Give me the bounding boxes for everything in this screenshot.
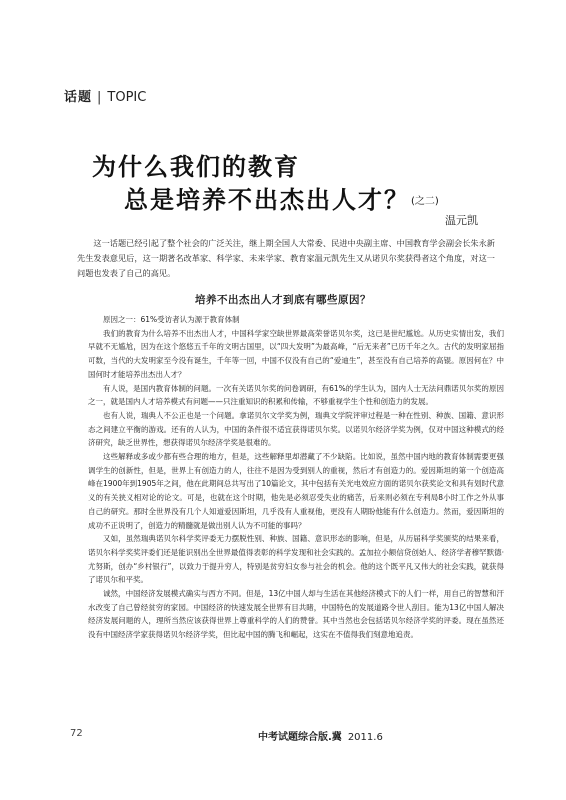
article-intro: 这一话题已经引起了整个社会的广泛关注，继上期全国人大常委、民进中央副主席、中国教育学会副会长朱永新先生发表意见后，这一期著名改革家、科学家、未来学家、教育家温元凯先生又从诺贝尔奖获得者这个角度，对这一问题也发表了自己的高见。 bbox=[77, 238, 495, 278]
body-paragraph: 有人说，是国内教育体制的问题。一次有关诺贝尔奖的问卷调研，有61%的学生认为，国内人士无法问鼎诺贝尔奖的原因之一，就是国内人才培养模式有问题——只注重知识的积累和传输，不够重视学生个性和创造力的发展。 bbox=[88, 383, 504, 407]
page-number: 72 bbox=[70, 728, 83, 739]
body-paragraph: 我们的教育为什么培养不出杰出人才，中国科学家空缺世界最高荣誉诺贝尔奖，这已是世纪尴尬。从历史实情出发，我们早就不无尴尬，因为在这个悠悠五千年的文明古国里，以“四大发明”为最高峰，“后无来者”已历千年之久。古代的发明家屈指可数，当代的大发明家至今没有诞生，千年等一回，中国不仅没有自己的“爱迪生”，甚至没有自己培养的高锟。原因何在？中国何时才能培养出杰出人才？ bbox=[88, 328, 504, 379]
journal-name: 中考试题综合版.冀 bbox=[258, 732, 342, 743]
body-paragraph: 诚然，中国经济发展模式确实与西方不同。但是，13亿中国人却与生活在其他经济模式下的人们一样，用自己的智慧和汗水改变了自己曾经贫穷的家园。中国经济的快速发展全世界有目共睹，中国特色的发展道路令世人刮目。能为13亿中国人解决经济发展问题的人，理所当然应该获得世界上尊重科学的人们的赞誉。其中当然也会包括诺贝尔经济学奖的评委。现在虽然还没有中国经济学家获得诺贝尔经济学奖，但比起中国的腾飞和崛起，这实在不值得我们刻意地追责。 bbox=[88, 589, 504, 640]
subsection-lead: 原因之一：61%受访者认为源于教育体制 bbox=[103, 315, 240, 324]
topic-label: 话题 bbox=[64, 90, 93, 105]
article-title-line1: 为什么我们的教育 bbox=[92, 153, 300, 181]
article-body bbox=[88, 313, 504, 642]
journal-footer bbox=[258, 728, 383, 743]
body-paragraph: 这些解释或多或少都有些合理的地方，但是，这些解释里却潜藏了不少缺陷。比如说，虽然中国内地的教育体制需要更强调学生的创新性，但是，世界上有创造力的人，往往不是因为受到别人的重视，然后才有创造力的。爱因斯坦的第一个创造高峰在1900年到1905年之间，他在此期间总共写出了10篇论文，其中包括有关光电效应方面的诺贝尔获奖论文和具有划时代意义的有关狭义相对论的论文。可是，也就在这个时期，他先是必须忍受失业的痛苦，后来则必须在专利局8小时工作之外从事自己的研究。那时全世界没有几个人知道爱因斯坦，几乎没有人重视他，更没有人期盼他能有什么创造力。然而，爱因斯坦的成功不正说明了，创造力的精髓就是做出别人认为不可能的事吗？ bbox=[88, 452, 504, 530]
article-title-suffix: (之二) bbox=[411, 196, 439, 207]
section-heading: 培养不出杰出人才到底有哪些原因？ bbox=[195, 294, 371, 306]
article-title-line2 bbox=[124, 180, 439, 215]
article-title-line2-text: 总是培养不出杰出人才？ bbox=[124, 186, 410, 214]
issue-date: 2011.6 bbox=[347, 732, 383, 743]
topic-label-en: TOPIC bbox=[107, 90, 147, 105]
article-author: 温元凯 bbox=[445, 214, 478, 227]
topic-header bbox=[64, 86, 146, 105]
body-paragraph: 也有人说，瑞典人不公正也是一个问题。拿诺贝尔文学奖为例，瑞典文学院评审过程是一种在性别、种族、国籍、意识形态之间建立平衡的游戏。还有的人认为，中国的条件很不适宜获得诺贝尔奖。以诺贝尔经济学奖为例，仅对中国这种模式的经济研究，缺乏世界性，想获得诺贝尔经济学奖是很难的。 bbox=[88, 410, 504, 448]
body-paragraph: 又如，虽然瑞典诺贝尔科学奖评委无力摆脱性别、种族、国籍、意识形态的影响，但是，从历届科学奖颁奖的结果来看，诺贝尔科学奖奖评委们还是能识别出全世界最值得表彰的科学发现和社会实践的。孟加拉小额信贷创始人、经济学者穆罕默德·尤努斯，创办“乡村银行”，以致力于提升穷人，特别是贫穷妇女参与社会的机会。他的这个既平凡又伟大的社会实践，就获得了诺贝尔和平奖。 bbox=[88, 534, 504, 585]
topic-separator: | bbox=[97, 90, 103, 105]
